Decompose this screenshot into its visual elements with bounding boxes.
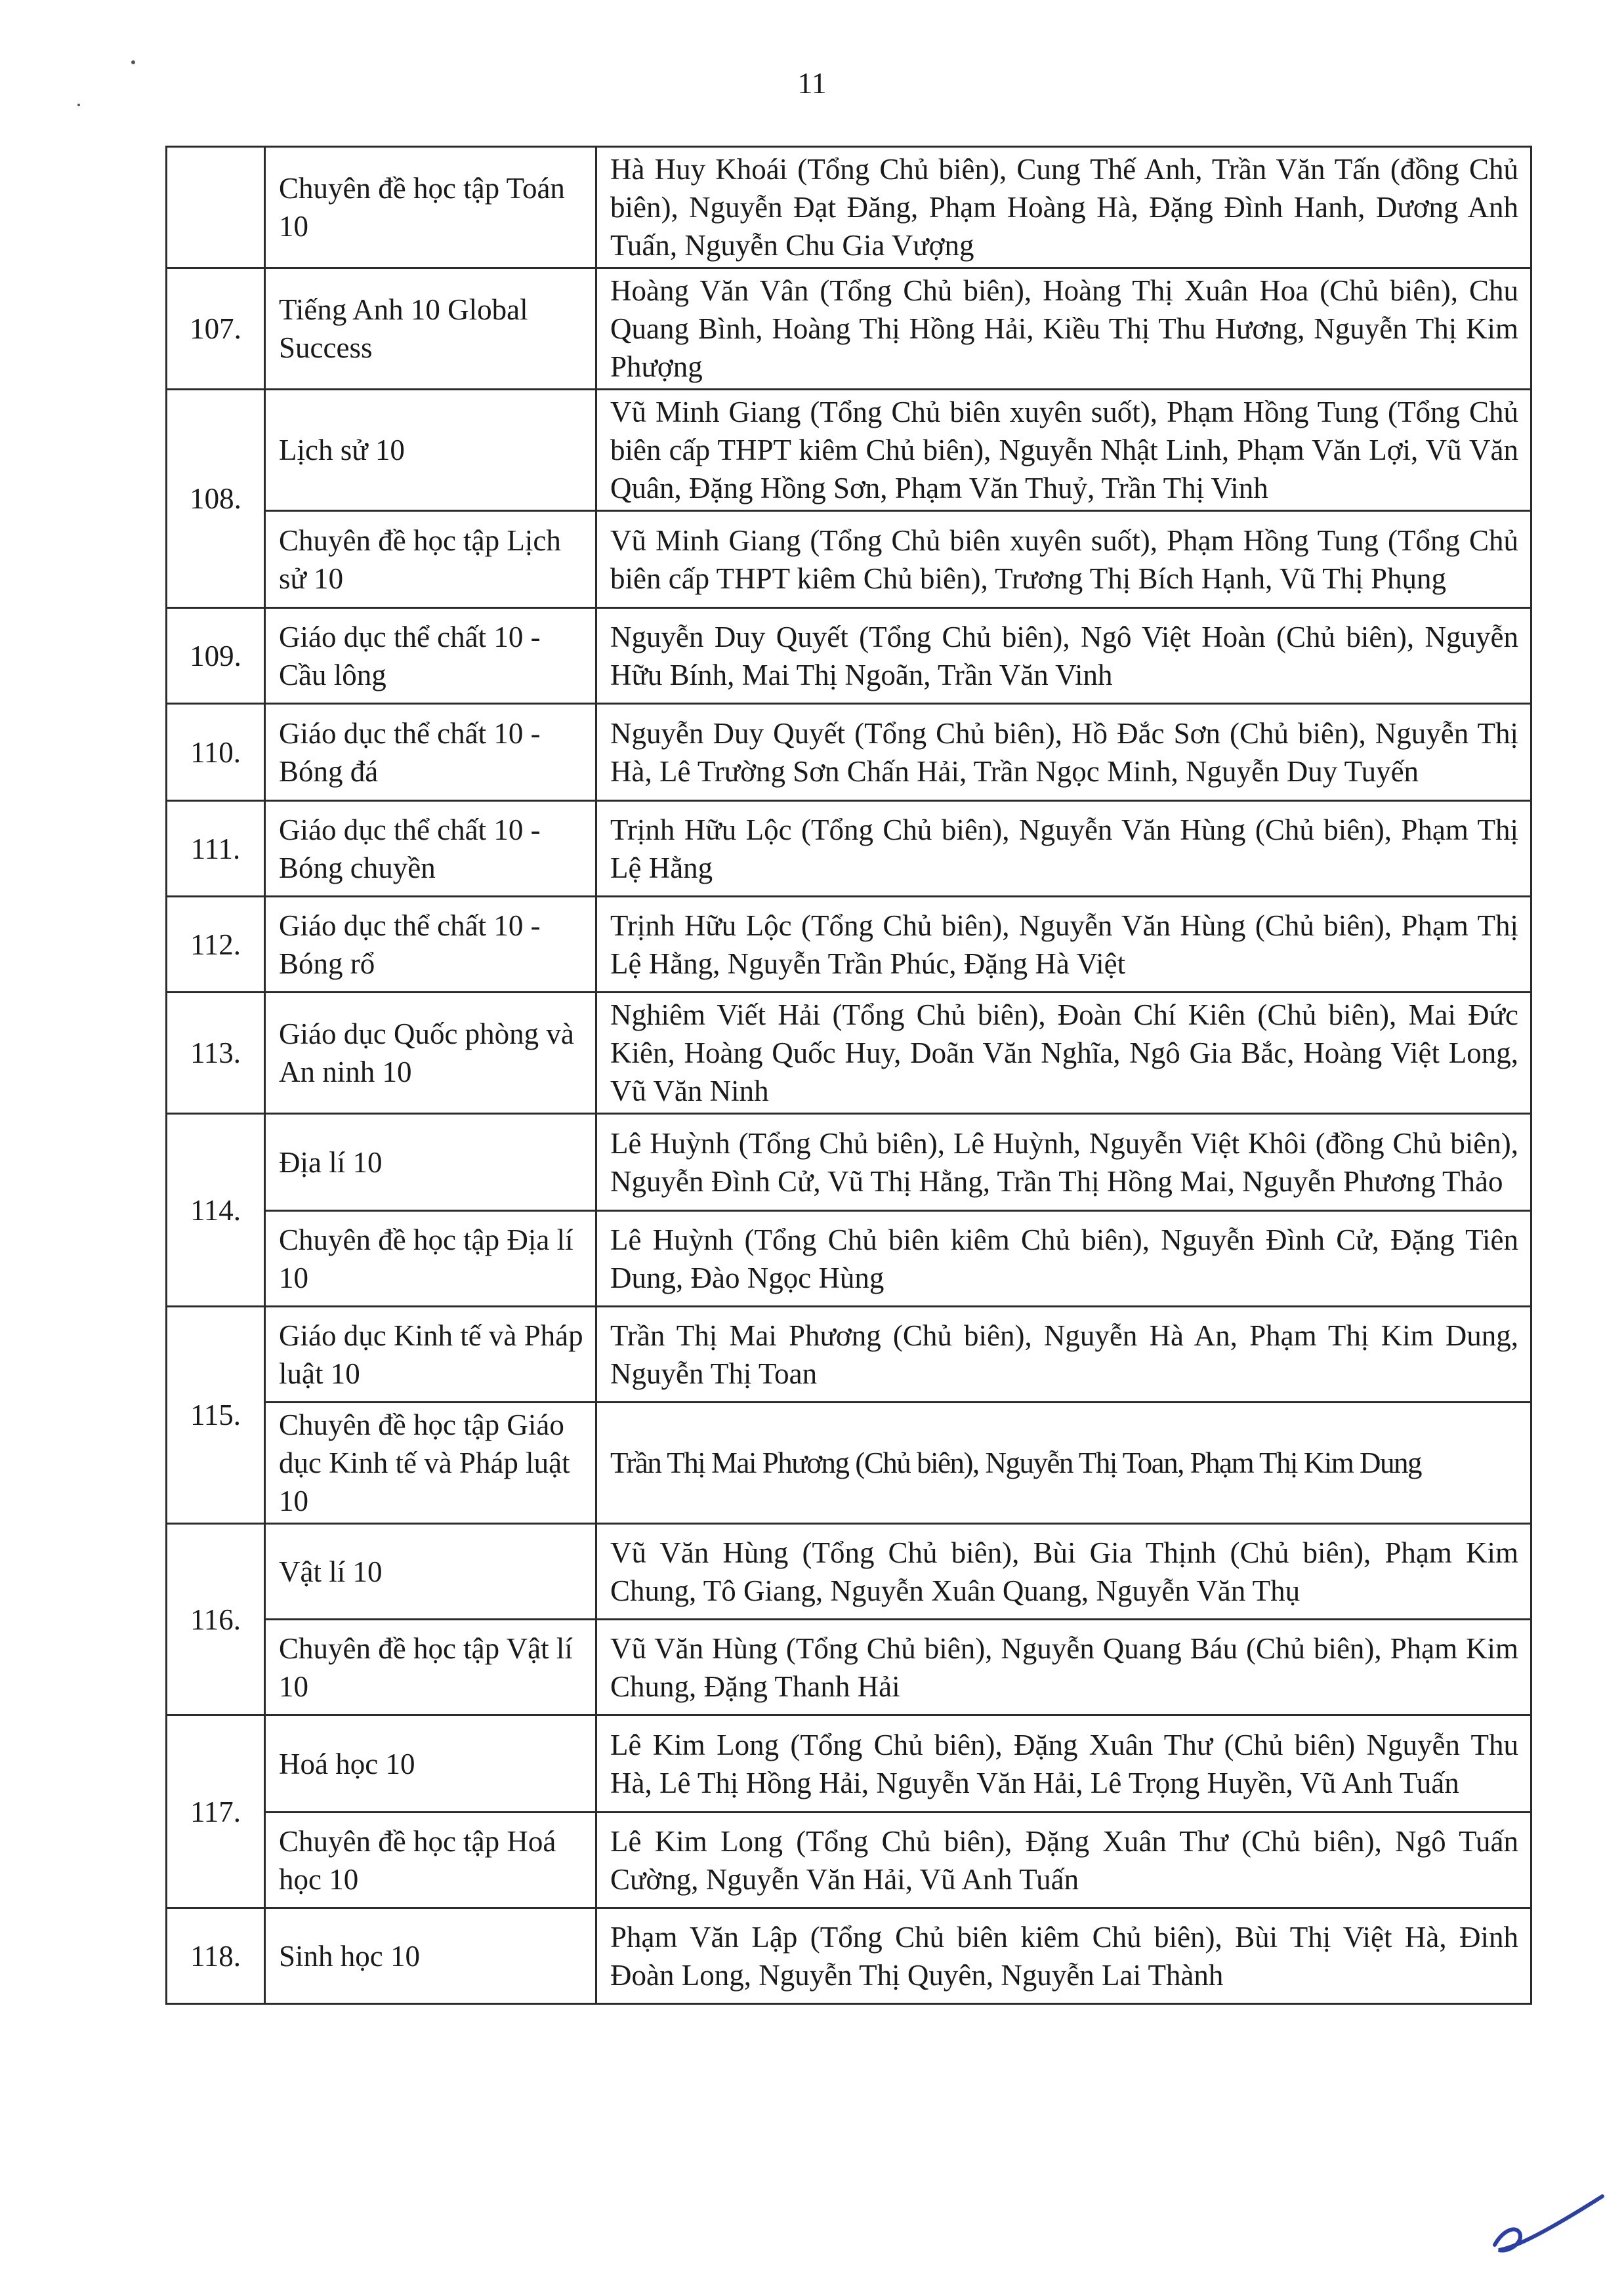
table-row bbox=[167, 1620, 1531, 1715]
book-title-cell: Hoá học 10 bbox=[265, 1715, 596, 1813]
row-number-cell: 110. bbox=[167, 704, 265, 801]
textbook-author-table bbox=[165, 146, 1532, 2005]
authors-cell: Phạm Văn Lập (Tổng Chủ biên kiêm Chủ biên), Bùi Thị Việt Hà, Đinh Đoàn Long, Nguyễn Thị Quyên, Nguyễn Lai Thành bbox=[596, 1908, 1531, 2004]
authors-cell: Nghiêm Viết Hải (Tổng Chủ biên), Đoàn Chí Kiên (Chủ biên), Mai Đức Kiên, Hoàng Quốc Huy, Doãn Văn Nghĩa, Ngô Gia Bắc, Hoàng Việt Long, Vũ Văn Ninh bbox=[596, 993, 1531, 1114]
book-title-cell: Chuyên đề học tập Địa lí 10 bbox=[265, 1211, 596, 1307]
table-row bbox=[167, 511, 1531, 608]
table-row bbox=[167, 1403, 1531, 1524]
authors-cell: Trịnh Hữu Lộc (Tổng Chủ biên), Nguyễn Văn Hùng (Chủ biên), Phạm Thị Lệ Hằng bbox=[596, 801, 1531, 897]
scan-speck bbox=[131, 60, 135, 64]
table-row bbox=[167, 1813, 1531, 1908]
authors-cell: Lê Kim Long (Tổng Chủ biên), Đặng Xuân Thư (Chủ biên) Nguyễn Thu Hà, Lê Thị Hồng Hải, Nguyễn Văn Hải, Lê Trọng Huyền, Vũ Anh Tuấn bbox=[596, 1715, 1531, 1813]
table-row bbox=[167, 147, 1531, 268]
table-row bbox=[167, 268, 1531, 390]
row-number-cell: 116. bbox=[167, 1524, 265, 1715]
authors-cell: Nguyễn Duy Quyết (Tổng Chủ biên), Ngô Việt Hoàn (Chủ biên), Nguyễn Hữu Bính, Mai Thị Ngoãn, Trần Văn Vinh bbox=[596, 608, 1531, 704]
authors-cell: Trịnh Hữu Lộc (Tổng Chủ biên), Nguyễn Văn Hùng (Chủ biên), Phạm Thị Lệ Hằng, Nguyễn Trần Phúc, Đặng Hà Việt bbox=[596, 897, 1531, 993]
row-number-cell: 111. bbox=[167, 801, 265, 897]
row-number-cell: 114. bbox=[167, 1114, 265, 1307]
book-title-cell: Giáo dục thể chất 10 - Cầu lông bbox=[265, 608, 596, 704]
row-number-cell: 117. bbox=[167, 1715, 265, 1908]
book-title-cell: Giáo dục Quốc phòng và An ninh 10 bbox=[265, 993, 596, 1114]
table-row bbox=[167, 1114, 1531, 1211]
initials-signature bbox=[1489, 2184, 1608, 2263]
row-number-cell: 108. bbox=[167, 390, 265, 608]
table-row bbox=[167, 704, 1531, 801]
authors-cell: Lê Huỳnh (Tổng Chủ biên kiêm Chủ biên), Nguyễn Đình Cử, Đặng Tiên Dung, Đào Ngọc Hùng bbox=[596, 1211, 1531, 1307]
row-number-cell: 107. bbox=[167, 268, 265, 390]
authors-cell: Nguyễn Duy Quyết (Tổng Chủ biên), Hồ Đắc Sơn (Chủ biên), Nguyễn Thị Hà, Lê Trường Sơn Chấn Hải, Trần Ngọc Minh, Nguyễn Duy Tuyến bbox=[596, 704, 1531, 801]
book-title-cell: Chuyên đề học tập Lịch sử 10 bbox=[265, 511, 596, 608]
book-title-cell: Chuyên đề học tập Hoá học 10 bbox=[265, 1813, 596, 1908]
book-title-cell: Giáo dục thể chất 10 - Bóng chuyền bbox=[265, 801, 596, 897]
table-row bbox=[167, 1524, 1531, 1620]
book-title-cell: Sinh học 10 bbox=[265, 1908, 596, 2004]
signature-stroke bbox=[1495, 2196, 1602, 2251]
table-row bbox=[167, 993, 1531, 1114]
table-row bbox=[167, 1307, 1531, 1403]
row-number-cell bbox=[167, 147, 265, 268]
row-number-cell: 112. bbox=[167, 897, 265, 993]
table-row bbox=[167, 1715, 1531, 1813]
book-title-cell: Tiếng Anh 10 Global Success bbox=[265, 268, 596, 390]
table-row bbox=[167, 390, 1531, 511]
page-number: 11 bbox=[797, 66, 827, 100]
book-title-cell: Lịch sử 10 bbox=[265, 390, 596, 511]
authors-cell: Vũ Minh Giang (Tổng Chủ biên xuyên suốt), Phạm Hồng Tung (Tổng Chủ biên cấp THPT kiêm Chủ biên), Trương Thị Bích Hạnh, Vũ Thị Phụng bbox=[596, 511, 1531, 608]
book-title-cell: Chuyên đề học tập Toán 10 bbox=[265, 147, 596, 268]
book-title-cell: Chuyên đề học tập Vật lí 10 bbox=[265, 1620, 596, 1715]
book-title-cell: Vật lí 10 bbox=[265, 1524, 596, 1620]
authors-cell: Trần Thị Mai Phương (Chủ biên), Nguyễn Hà An, Phạm Thị Kim Dung, Nguyễn Thị Toan bbox=[596, 1307, 1531, 1403]
row-number-cell: 115. bbox=[167, 1307, 265, 1524]
authors-cell: Hoàng Văn Vân (Tổng Chủ biên), Hoàng Thị Xuân Hoa (Chủ biên), Chu Quang Bình, Hoàng Thị Hồng Hải, Kiều Thị Thu Hương, Nguyễn Thị Kim Phượng bbox=[596, 268, 1531, 390]
authors-cell: Lê Kim Long (Tổng Chủ biên), Đặng Xuân Thư (Chủ biên), Ngô Tuấn Cường, Nguyễn Văn Hải, Vũ Anh Tuấn bbox=[596, 1813, 1531, 1908]
scan-speck bbox=[77, 104, 80, 106]
authors-cell: Vũ Văn Hùng (Tổng Chủ biên), Nguyễn Quang Báu (Chủ biên), Phạm Kim Chung, Đặng Thanh Hải bbox=[596, 1620, 1531, 1715]
authors-cell: Vũ Văn Hùng (Tổng Chủ biên), Bùi Gia Thịnh (Chủ biên), Phạm Kim Chung, Tô Giang, Nguyễn Xuân Quang, Nguyễn Văn Thụ bbox=[596, 1524, 1531, 1620]
authors-cell: Lê Huỳnh (Tổng Chủ biên), Lê Huỳnh, Nguyễn Việt Khôi (đồng Chủ biên), Nguyễn Đình Cử, Vũ Thị Hằng, Trần Thị Hồng Mai, Nguyễn Phương Thảo bbox=[596, 1114, 1531, 1211]
book-title-cell: Giáo dục thể chất 10 - Bóng rổ bbox=[265, 897, 596, 993]
book-title-cell: Giáo dục Kinh tế và Pháp luật 10 bbox=[265, 1307, 596, 1403]
authors-cell: Vũ Minh Giang (Tổng Chủ biên xuyên suốt), Phạm Hồng Tung (Tổng Chủ biên cấp THPT kiêm Chủ biên), Nguyễn Nhật Linh, Phạm Văn Lợi, Vũ Văn Quân, Đặng Hồng Sơn, Phạm Văn Thuỷ, Trần Thị Vinh bbox=[596, 390, 1531, 511]
authors-cell: Trần Thị Mai Phương (Chủ biên), Nguyễn Thị Toan, Phạm Thị Kim Dung bbox=[596, 1403, 1531, 1524]
book-title-cell: Giáo dục thể chất 10 - Bóng đá bbox=[265, 704, 596, 801]
row-number-cell: 118. bbox=[167, 1908, 265, 2004]
table-row bbox=[167, 608, 1531, 704]
book-title-cell: Chuyên đề học tập Giáo dục Kinh tế và Pháp luật 10 bbox=[265, 1403, 596, 1524]
table-row bbox=[167, 897, 1531, 993]
table-row bbox=[167, 801, 1531, 897]
book-title-cell: Địa lí 10 bbox=[265, 1114, 596, 1211]
row-number-cell: 109. bbox=[167, 608, 265, 704]
table-row bbox=[167, 1908, 1531, 2004]
row-number-cell: 113. bbox=[167, 993, 265, 1114]
authors-cell: Hà Huy Khoái (Tổng Chủ biên), Cung Thế Anh, Trần Văn Tấn (đồng Chủ biên), Nguyễn Đạt Đăng, Phạm Hoàng Hà, Đặng Đình Hanh, Dương Anh Tuấn, Nguyễn Chu Gia Vượng bbox=[596, 147, 1531, 268]
table-row bbox=[167, 1211, 1531, 1307]
